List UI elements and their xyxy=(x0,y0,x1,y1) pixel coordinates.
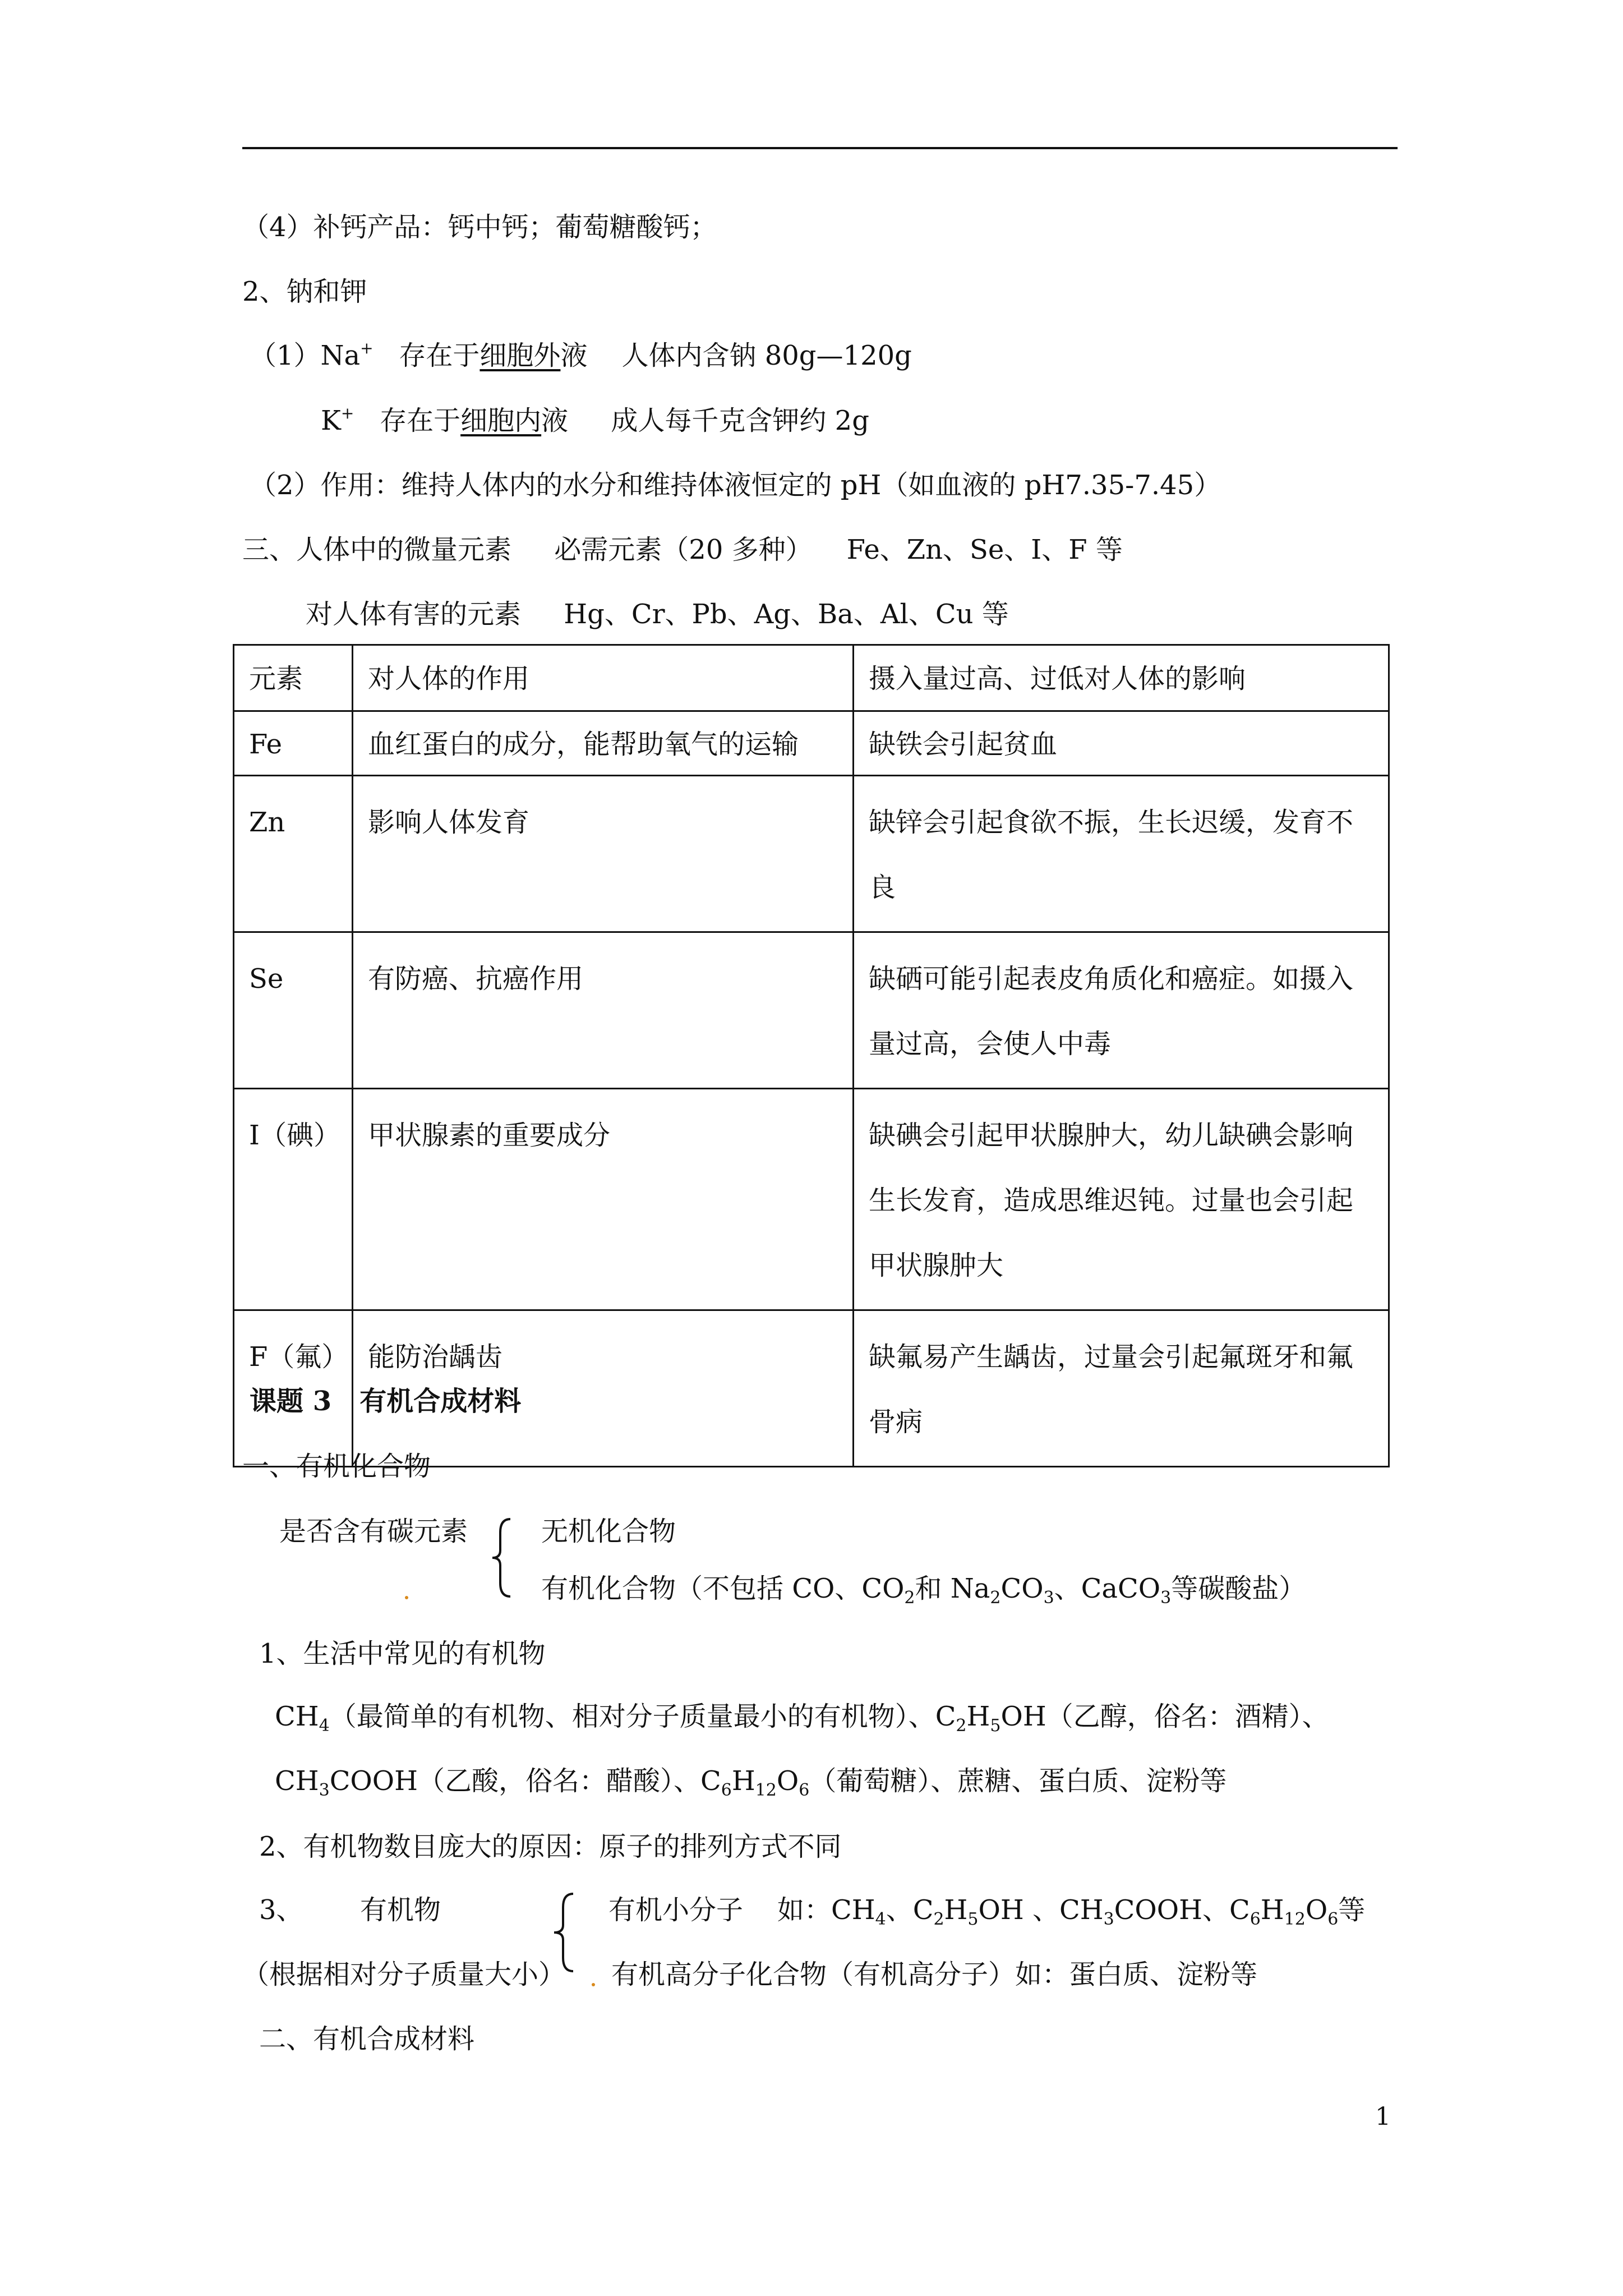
potassium-line: K+ 存在于细胞内液 成人每千克含钾约 2g xyxy=(321,404,869,436)
trace-element-table xyxy=(233,644,1390,1467)
table-header-cell: 元素 xyxy=(234,645,353,711)
table-cell: Se xyxy=(234,932,353,1089)
table-cell: Zn xyxy=(234,776,353,932)
table-cell: 缺铁会引起贫血 xyxy=(854,711,1389,776)
table-row xyxy=(234,932,1389,1089)
common-organics-heading: 1、生活中常见的有机物 xyxy=(259,1638,546,1669)
table-cell: Fe xyxy=(234,711,353,776)
organic-compounds-heading: 一、有机化合物 xyxy=(242,1451,431,1482)
table-header-row xyxy=(234,645,1389,711)
organic-compound-definition: 有机化合物（不包括 CO、$CO_2$和 $Na_2CO_3$、CaCO$_3$等碳酸盐） xyxy=(541,1573,1306,1608)
classification-basis: （根据相对分子质量大小） xyxy=(242,1959,566,1990)
item-3-number: 3、 xyxy=(259,1894,303,1926)
trace-elements-line: 三、人体中的微量元素 必需元素（20 多种） Fe、Zn、Se、I、F 等 xyxy=(242,534,1123,565)
lesson-title: 课题 3 有机合成材料 xyxy=(250,1386,522,1417)
organic-count-reason: 2、有机物数目庞大的原因：原子的排列方式不同 xyxy=(259,1831,842,1862)
table-cell: 甲状腺素的重要成分 xyxy=(353,1089,854,1310)
table-cell: 血红蛋白的成分，能帮助氧气的运输 xyxy=(353,711,854,776)
table-header-cell: 摄入量过高、过低对人体的影响 xyxy=(854,645,1389,711)
table-cell: 缺硒可能引起表皮角质化和癌症。如摄入量过高，会使人中毒 xyxy=(854,932,1389,1089)
table-cell: 缺碘会引起甲状腺肿大，幼儿缺碘会影响生长发育，造成思维迟钝。过量也会引起甲状腺肿大 xyxy=(854,1089,1389,1310)
function-line: （2）作用：维持人体内的水分和维持体液恒定的 pH（如血液的 pH7.35-7.45） xyxy=(250,470,1221,501)
table-cell: F（氟） xyxy=(234,1310,353,1467)
table-cell: 缺氟易产生龋齿，过量会引起氟斑牙和氟骨病 xyxy=(854,1310,1389,1467)
common-organics-line-2: $CH_3COOH$（乙酸，俗名：醋酸）、$C_6H_{12}O_6$（葡萄糖）、蔗糖、蛋白质、淀粉等 xyxy=(275,1765,1227,1800)
synthetic-materials-heading: 二、有机合成材料 xyxy=(259,2023,475,2055)
table-header-cell: 对人体的作用 xyxy=(353,645,854,711)
stray-dot xyxy=(405,1596,408,1599)
table-cell: 缺锌会引起食欲不振，生长迟缓，发育不良 xyxy=(854,776,1389,932)
table-cell: I（碘） xyxy=(234,1089,353,1310)
table-cell: 有防癌、抗癌作用 xyxy=(353,932,854,1089)
inorganic-compound: 无机化合物 xyxy=(541,1516,676,1547)
table-row xyxy=(234,711,1389,776)
table-row xyxy=(234,776,1389,932)
stray-dot xyxy=(592,1983,595,1986)
classification-label: 是否含有碳元素 xyxy=(279,1516,468,1547)
brace-icon xyxy=(488,1516,522,1600)
calcium-products-line: （4）补钙产品：钙中钙；葡萄糖酸钙； xyxy=(242,211,717,243)
sodium-potassium-heading: 2、钠和钾 xyxy=(242,276,367,307)
organic-label: 有机物 xyxy=(360,1894,441,1926)
common-organics-line-1: $CH_4$（最简单的有机物、相对分子质量最小的有机物）、$C_2H_5OH$（乙醇，俗名：酒精）、 xyxy=(275,1701,1329,1736)
large-organic-molecules: 有机高分子化合物（有机高分子）如：蛋白质、淀粉等 xyxy=(611,1959,1258,1990)
harmful-elements-line: 对人体有害的元素 Hg、Cr、Pb、Ag、Ba、Al、Cu 等 xyxy=(306,599,1009,630)
table-row xyxy=(234,1089,1389,1310)
sodium-line: （1）Na+ 存在于细胞外液 人体内含钠 80g—120g xyxy=(250,339,912,371)
page-number: 1 xyxy=(1375,2102,1391,2131)
header-rule xyxy=(242,147,1398,149)
small-organic-molecules: 有机小分子 如：$CH_4$、$C_2H_5OH$ 、$CH_3COOH$、$C_6H_{12}O_6$等 xyxy=(608,1894,1366,1929)
table-cell: 能防治龋齿 xyxy=(353,1310,854,1467)
table-cell: 影响人体发育 xyxy=(353,776,854,932)
